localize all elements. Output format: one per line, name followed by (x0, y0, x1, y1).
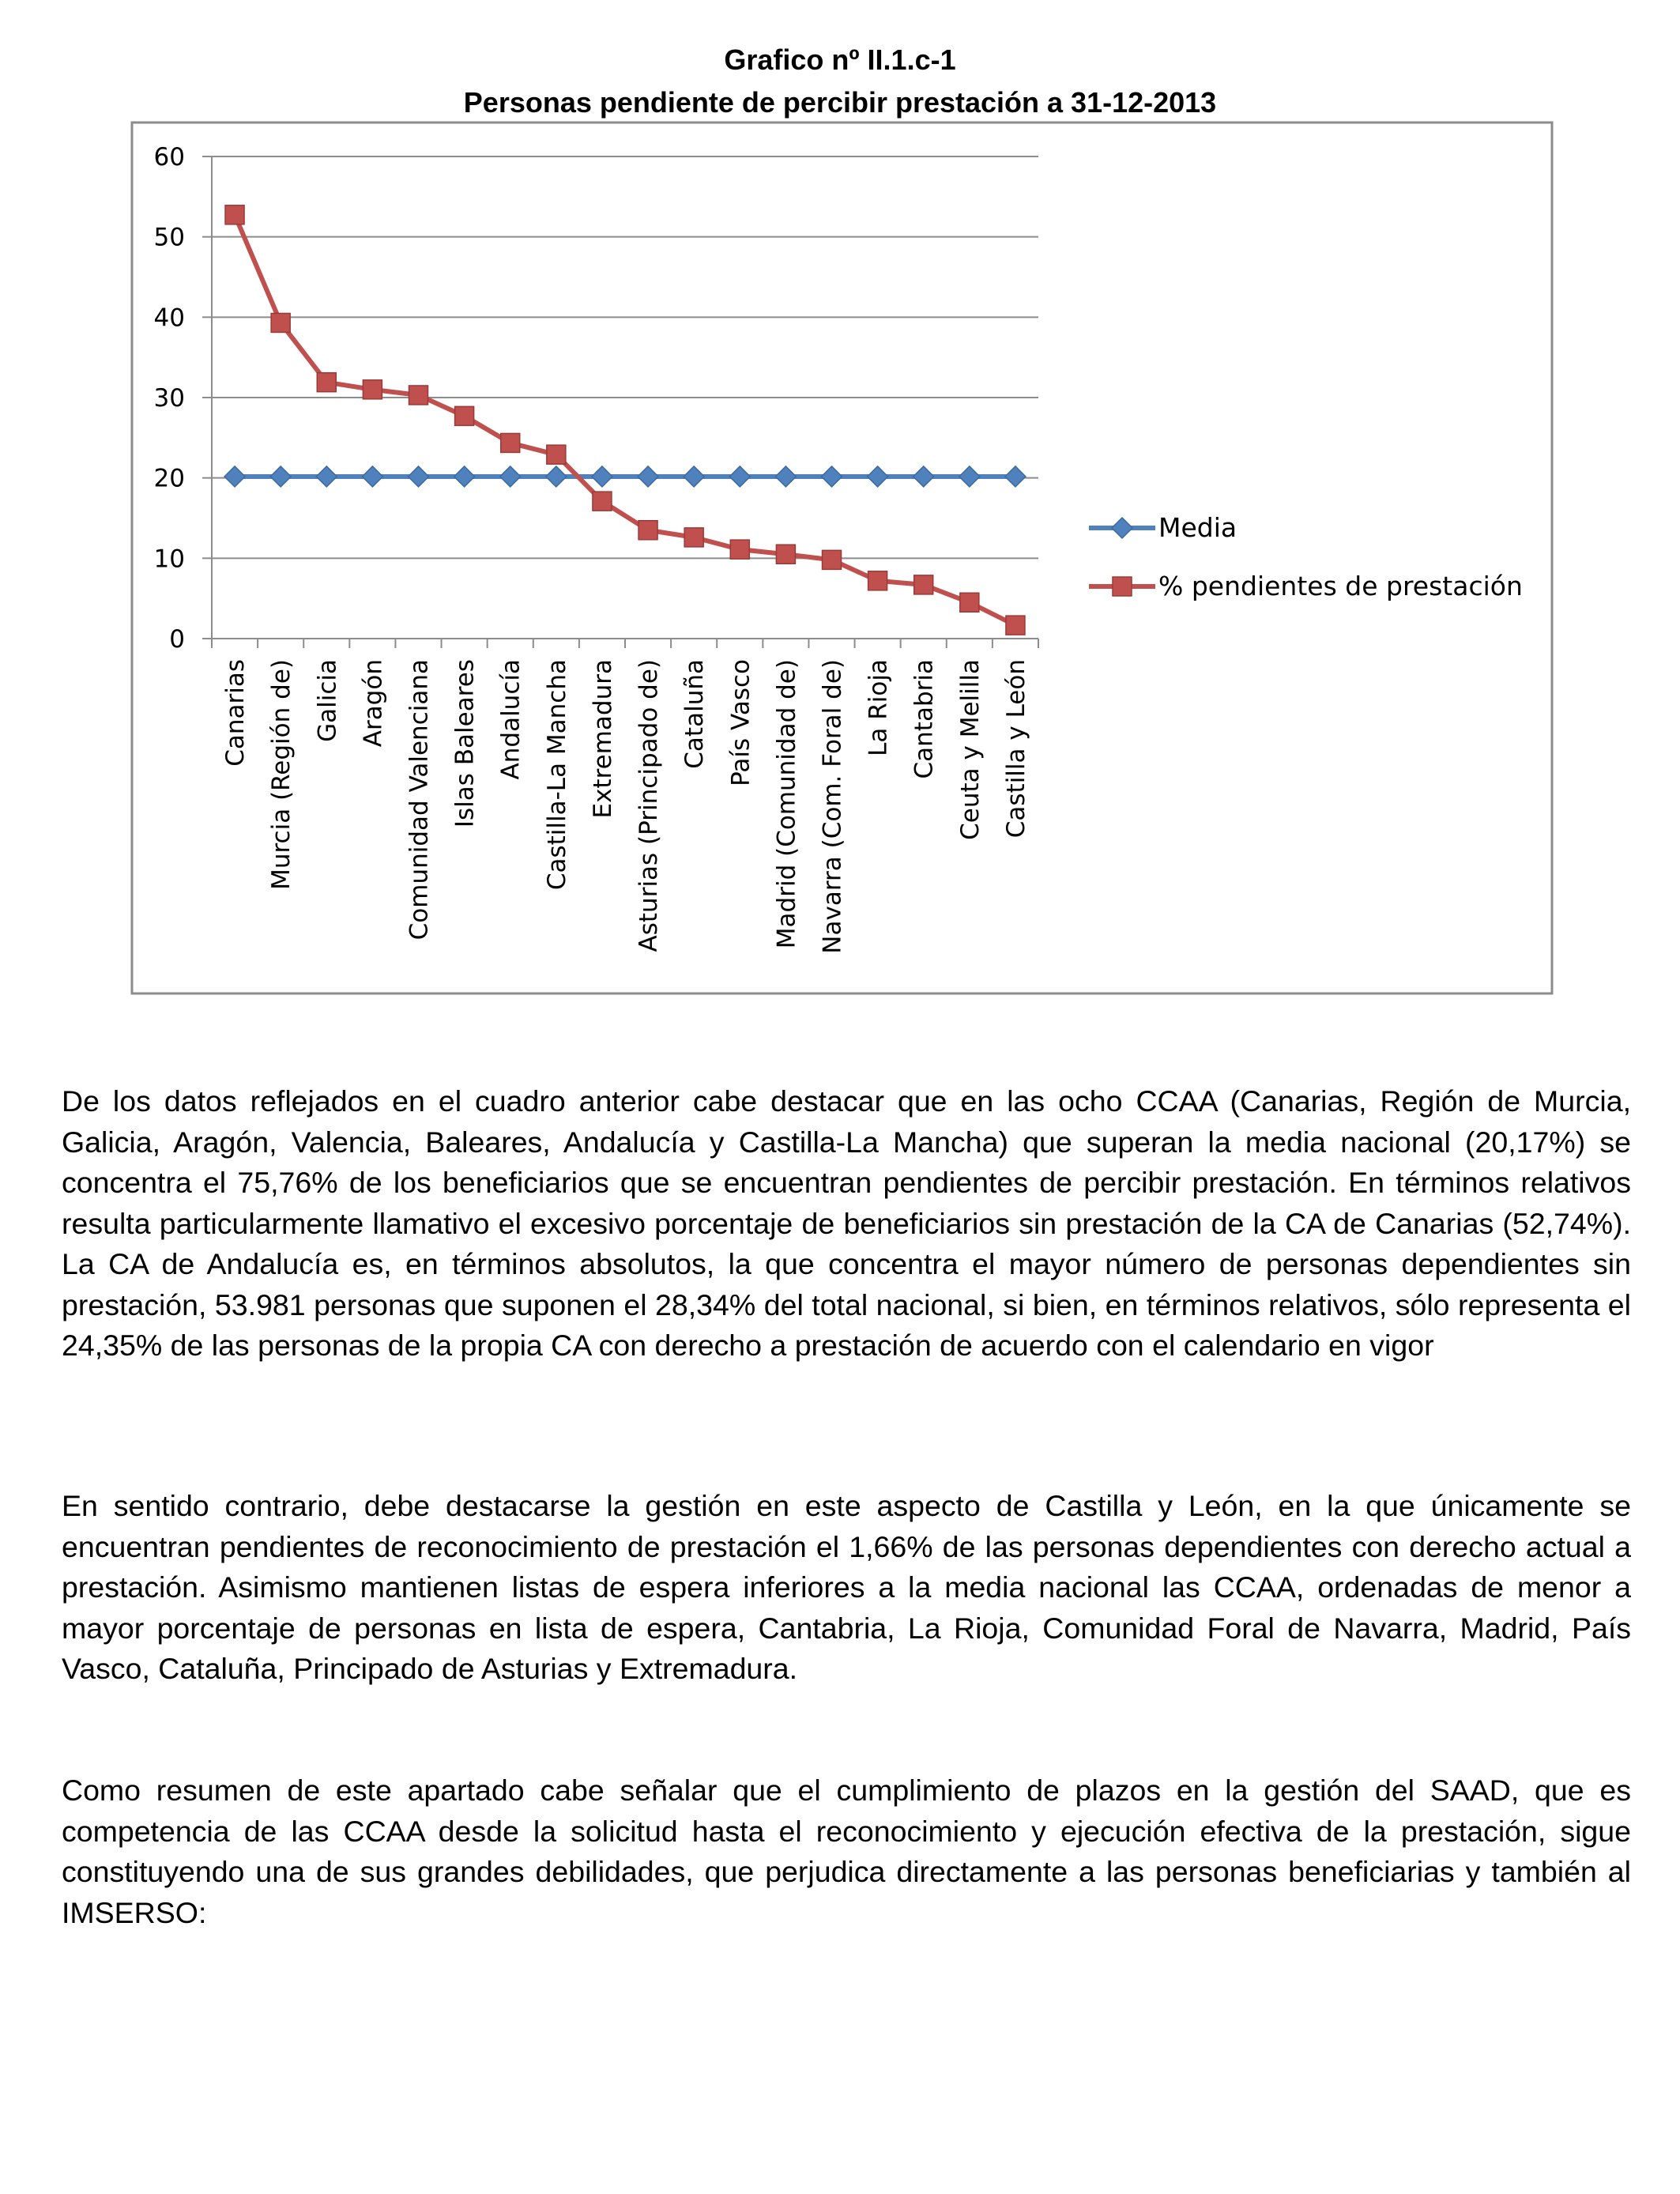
x-category-label: Ceuta y Melilla (955, 659, 985, 840)
pendientes-point (684, 528, 703, 547)
x-category-label: Murcia (Región de) (267, 659, 296, 890)
line-chart (0, 0, 1680, 1004)
x-category-label: Navarra (Com. Foral de) (818, 659, 847, 954)
pendientes-point (225, 205, 244, 224)
pendientes-point (638, 521, 657, 540)
legend-marker (1113, 577, 1132, 596)
pendientes-point (409, 386, 428, 405)
y-tick-label: 40 (153, 303, 185, 333)
x-category-label: Castilla-La Mancha (542, 659, 571, 891)
pendientes-point (960, 593, 979, 612)
pendientes-point (914, 575, 933, 594)
pendientes-point (363, 380, 382, 399)
y-tick-label: 30 (153, 384, 185, 413)
x-category-label: Canarias (221, 659, 250, 767)
x-category-label: Andalucía (496, 659, 525, 780)
pendientes-point (730, 540, 749, 559)
pendientes-point (547, 445, 566, 464)
x-category-label: Cantabria (910, 659, 939, 779)
x-category-label: Extremadura (588, 659, 617, 819)
x-category-label: La Rioja (864, 659, 893, 756)
y-tick-label: 10 (153, 545, 185, 574)
chart-title: Grafico nº II.1.c-1 (724, 43, 956, 76)
x-category-label: Galicia (313, 659, 342, 742)
y-tick-label: 60 (153, 143, 185, 172)
paragraph-2: En sentido contrario, debe destacarse la gestión en este aspecto de Castilla y León, en la que únicamente se encuentran pendientes de reconocimiento de prestación el 1,66% de las personas dependientes con derecho actual a prestación. Asimismo mantienen listas de espera inferiores a la media nacional las CCAA, ordenadas de menor a mayor porcentaje de personas en lista de espera, Cantabria, La Rioja, Comunidad Foral de Navarra, Madrid, País Vasco, Cataluña, Principado de Asturias y Extremadura. (62, 1489, 1631, 1685)
chart-subtitle: Personas pendiente de percibir prestación a 31-12-2013 (463, 86, 1217, 119)
pendientes-point (868, 571, 887, 590)
pendientes-point (776, 545, 795, 564)
x-category-label: Comunidad Valenciana (405, 659, 434, 941)
pendientes-point (455, 406, 474, 425)
legend-label: % pendientes de prestación (1158, 571, 1523, 601)
x-category-label: Aragón (359, 659, 388, 748)
x-category-label: Cataluña (680, 659, 710, 769)
pendientes-point (317, 373, 336, 392)
y-tick-label: 0 (169, 625, 185, 654)
paragraph-3: Como resumen de este apartado cabe señalar que el cumplimiento de plazos en la gestión del SAAD, que es competencia de las CCAA desde la solicitud hasta el reconocimiento y ejecución efectiva de la prestación, sigue constituyendo una de sus grandes debilidades, que perjudica directamente a las personas beneficiarias y también al IMSERSO: (62, 1774, 1631, 1929)
x-category-label: Asturias (Principado de) (635, 659, 664, 952)
paragraph-1: De los datos reflejados en el cuadro anterior cabe destacar que en las ocho CCAA (Canarias, Región de Murcia, Galicia, Aragón, Valencia, Baleares, Andalucía y Castilla-La Mancha) que superan la media nacional (20,17%) se concentra el 75,76% de los beneficiarios que se encuentran pendientes de percibir prestación. En términos relativos resulta particularmente llamativo el excesivo porcentaje de beneficiarios sin prestación de la CA de Canarias (52,74%). La CA de Andalucía es, en términos absolutos, la que concentra el mayor número de personas dependientes sin prestación, 53.981 personas que suponen el 28,34% del total nacional, si bien, en términos relativos, sólo representa el 24,35% de las personas de la propia CA con derecho a prestación de acuerdo con el calendario en vigor (62, 1084, 1631, 1362)
x-category-label: Castilla y León (1001, 659, 1030, 839)
x-category-label: País Vasco (726, 659, 755, 786)
x-category-label: Islas Baleares (450, 659, 480, 828)
pendientes-point (823, 550, 842, 569)
x-category-label: Madrid (Comunidad de) (772, 659, 801, 949)
legend-label: Media (1158, 512, 1237, 543)
pendientes-point (271, 313, 290, 332)
y-tick-label: 50 (153, 223, 185, 252)
y-tick-label: 20 (153, 464, 185, 493)
pendientes-point (1006, 616, 1025, 635)
pendientes-point (593, 492, 612, 511)
pendientes-point (501, 433, 520, 452)
